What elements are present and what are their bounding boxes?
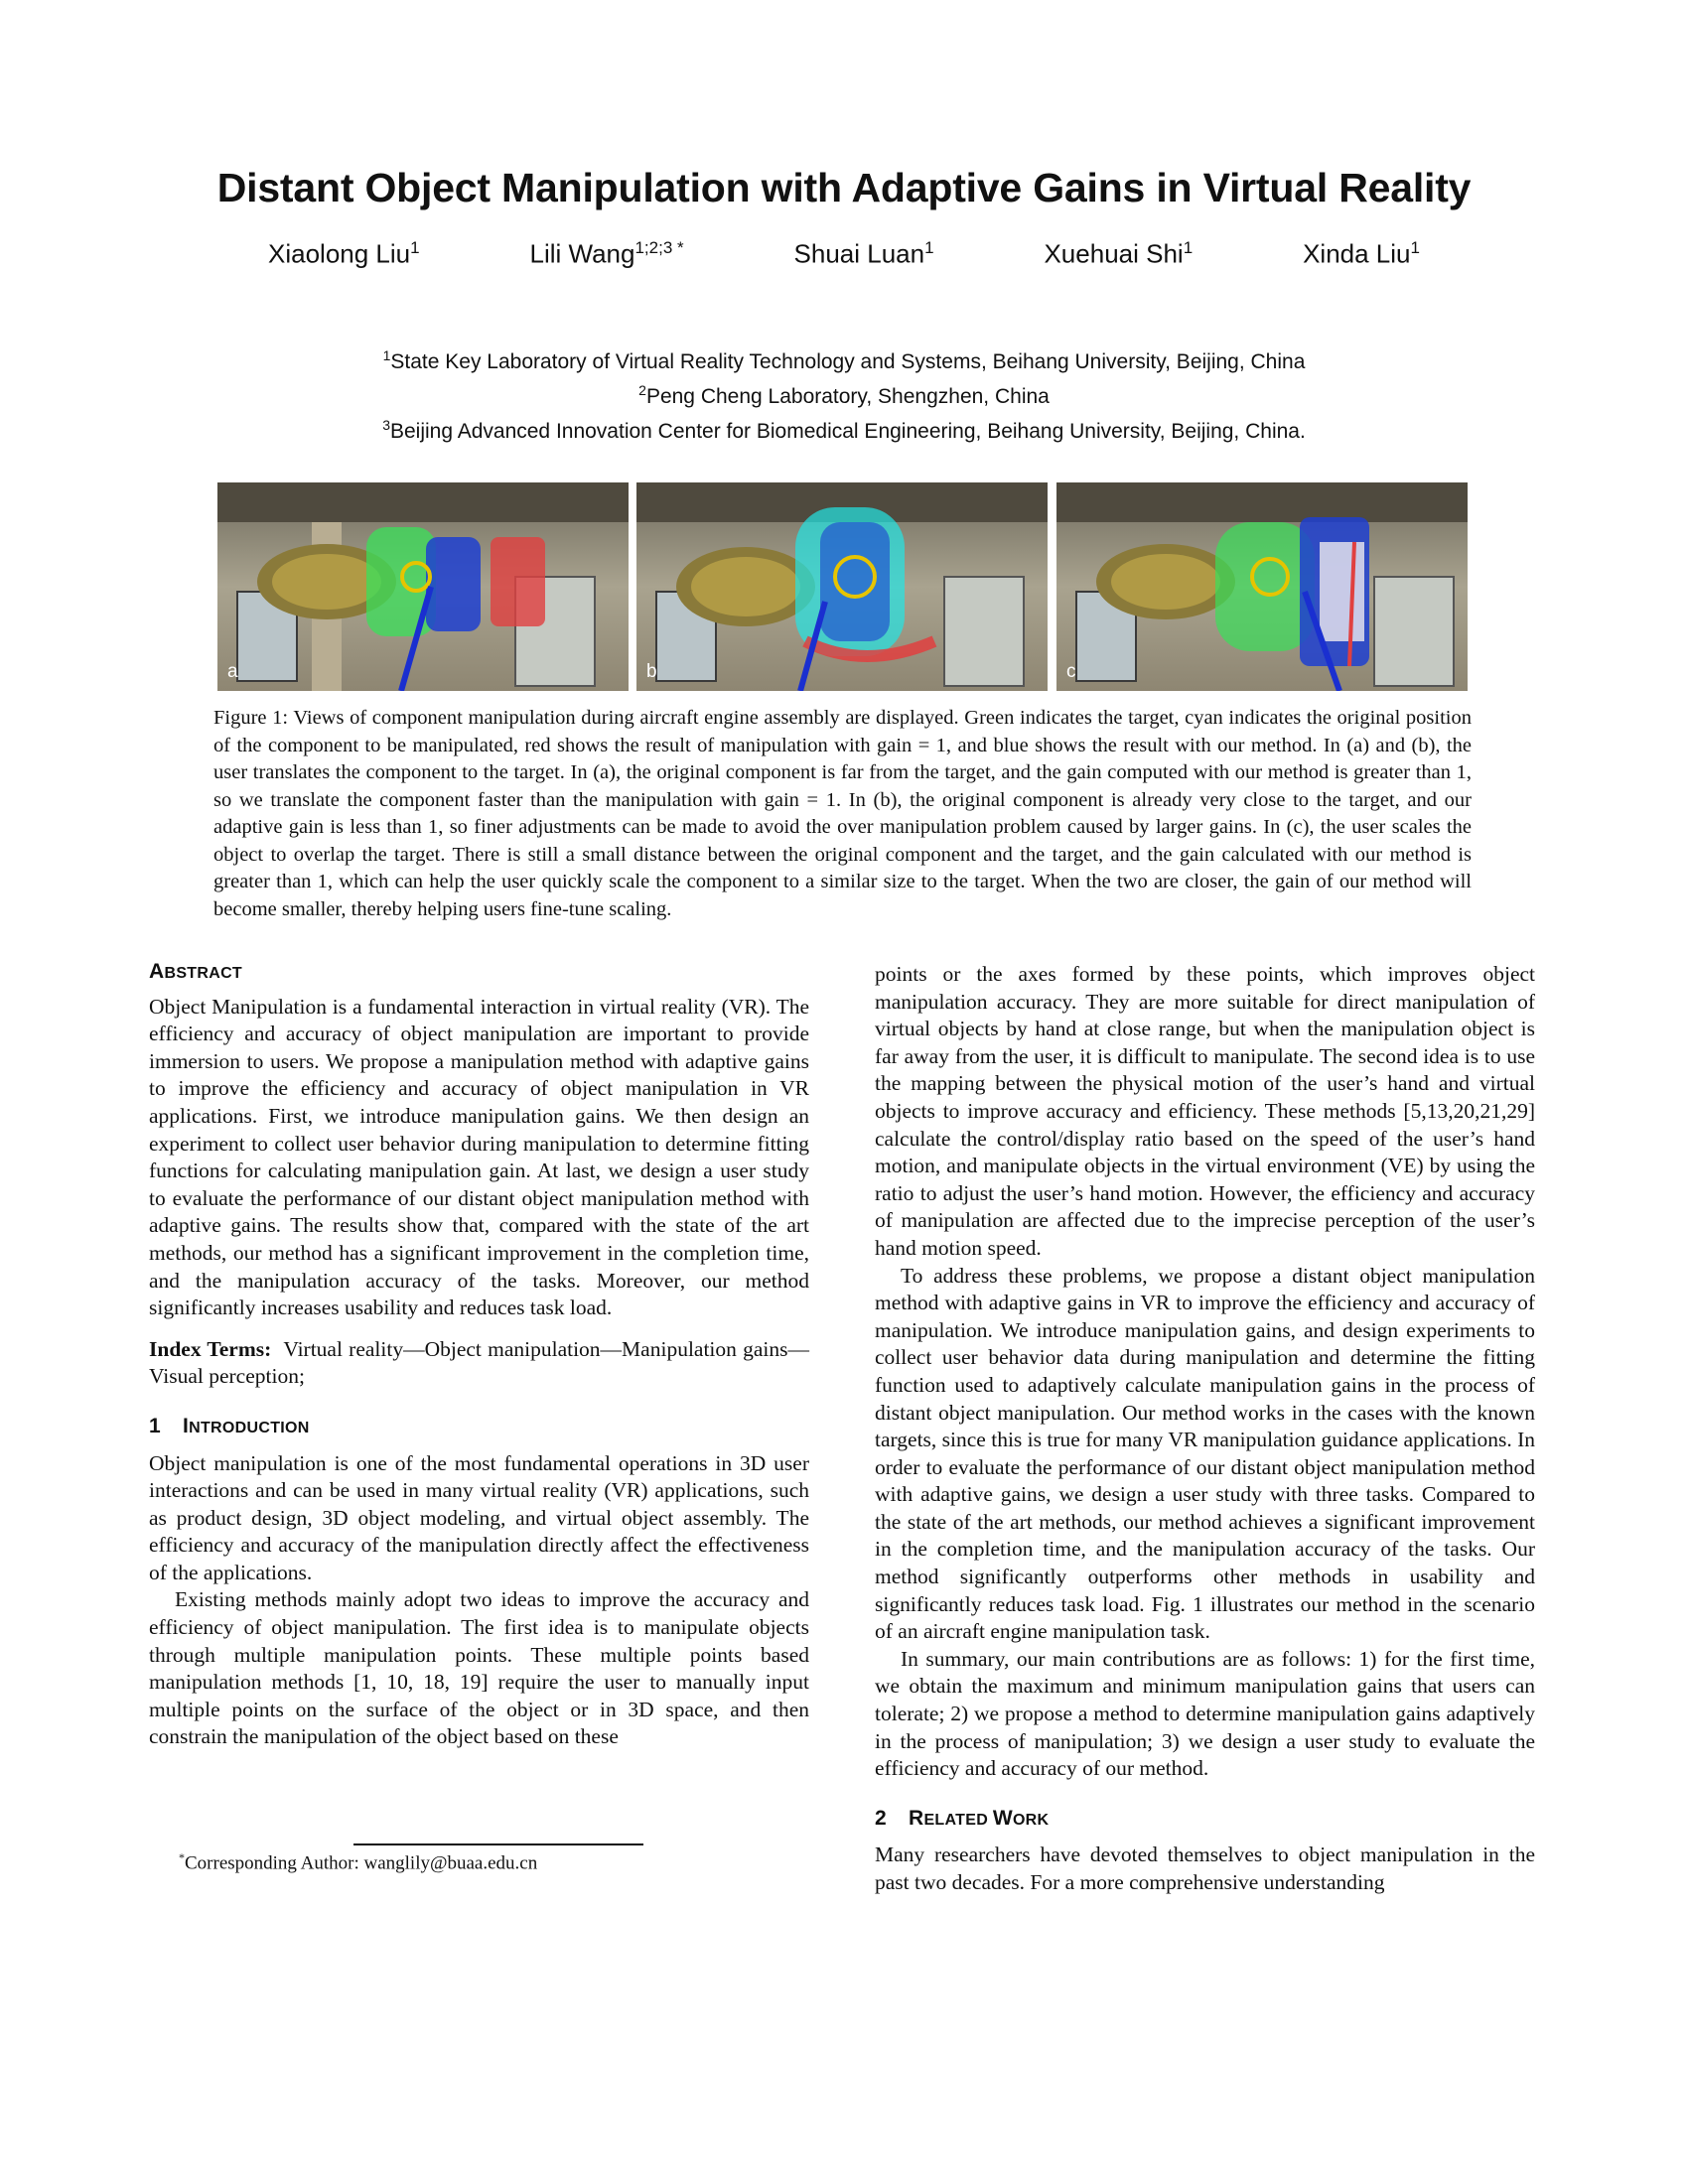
figure-panel-b <box>636 482 1048 691</box>
related-work-heading: 2 RELATED WORK <box>875 1806 1050 1830</box>
author: Lili Wang$^{1;2;3 *}$ <box>529 238 684 269</box>
author: Shuai Luan$^1$ <box>793 238 934 269</box>
footnote: *Corresponding Author: wanglily@buaa.edu.cn <box>179 1850 538 1874</box>
footnote-rule <box>353 1843 643 1845</box>
intro-paragraph: To address these problems, we propose a distant object manipulation method with adaptive gains in VR to improve the efficiency and accuracy of manipulation. We introduce manipulation gains, and design experiments to collect user behavior data during manipulation and determine the fitting function used to adaptively calculate manipulation gains in the process of distant object manipulation. Our method works in the cases with the known targets, since this is true for many VR manipulation guidance applications. In order to evaluate the performance of our distant object manipulation method with adaptive gains, we design a user study with three tasks. Compared to the state of the art methods, our method achieves a significant improvement in the completion time, and the manipulation accuracy of the tasks. Our method significantly outperforms other methods in usability and significantly reduces task load. Fig. 1 illustrates our method in the scenario of an aircraft engine manipulation task. <box>875 1263 1535 1644</box>
right-column <box>875 961 1535 1897</box>
related-paragraph: Many researchers have devoted themselves to object manipulation in the past two decades. For a more comprehensive understanding <box>875 1843 1535 1894</box>
author: Xinda Liu$^1$ <box>1303 238 1420 269</box>
author: Xiaolong Liu$^1$ <box>268 238 420 269</box>
figure-panel-c <box>1056 482 1468 691</box>
intro-paragraph: points or the axes formed by these points, which improves object manipulation accuracy. They are more suitable for direct manipulation of virtual objects by hand at close range, but when the manipulation object is far away from the user, it is difficult to manipulate. The second idea is to use the mapping between the physical motion of the user’s hand and virtual objects to improve accuracy and efficiency. These methods [5,13,20,21,29] calculate the control/display ratio based on the speed of the user’s hand motion, and manipulate objects in the virtual environment (VE) by using the ratio to adjust the user’s hand motion. However, the efficiency and accuracy of manipulation are affected due to the imprecise perception of the user’s hand motion speed. <box>875 962 1535 1260</box>
panel-label: c <box>1066 661 1076 682</box>
index-terms: Index Terms: Virtual reality—Object manipulation—Manipulation gains—Visual perception; <box>149 1336 809 1389</box>
intro-paragraph: Object manipulation is one of the most fundamental operations in 3D user interactions and can be used in many virtual reality (VR) applications, such as product design, 3D object modeling, and virtual object assembly. The efficiency and accuracy of the manipulation directly affect the effectiveness of the applications. <box>149 1450 809 1584</box>
abstract-heading: ABSTRACT <box>149 960 243 983</box>
author-list <box>268 238 1420 270</box>
intro-paragraph: Existing methods mainly adopt two ideas to improve the accuracy and efficiency of object manipulation. The first idea is to manipulate objects through multiple manipulation points. These multiple points based manipulation methods [1, 10, 18, 19] require the user to manually input multiple points on the surface of the object or in 3D space, and then constrain the manipulation of the object based on these <box>149 1587 809 1749</box>
left-column <box>149 958 809 1751</box>
affiliation: $^1$State Key Laboratory of Virtual Reality Technology and Systems, Beihang University, Beijing, China <box>382 347 1306 373</box>
affiliation: $^3$Beijing Advanced Innovation Center for Biomedical Engineering, Beihang University, Beijing, China. <box>382 417 1306 443</box>
panel-label: a <box>227 661 238 682</box>
panel-label: b <box>646 661 657 682</box>
affiliations <box>0 341 1688 446</box>
figure-panel-a <box>217 482 629 691</box>
paper-title: Distant Object Manipulation with Adaptive Gains in Virtual Reality <box>216 165 1472 210</box>
intro-paragraph: In summary, our main contributions are as follows: 1) for the first time, we obtain the maximum and minimum manipulation gains that users can tolerate; 2) we propose a method to determine manipulation gains adaptively in the process of manipulation; 3) we design a user study to evaluate the efficiency and accuracy of our method. <box>875 1646 1535 1781</box>
figure-1 <box>217 482 1468 691</box>
abstract-text: Object Manipulation is a fundamental interaction in virtual reality (VR). The efficiency and accuracy of object manipulation are important to provide immersion to users. We propose a manipulation method with adaptive gains to improve the efficiency and accuracy of object manipulation in VR applications. First, we introduce manipulation gains. We then design an experiment to collect user behavior during manipulation to determine fitting functions for calculating manipulation gain. At last, we design a user study to evaluate the performance of our distant object manipulation method with adaptive gains. The results show that, compared with the state of the art methods, our method has a significant improvement in the completion time, and the manipulation accuracy of the tasks. Moreover, our method significantly increases usability and reduces task load. <box>149 994 809 1320</box>
figure-caption: Figure 1: Views of component manipulation during aircraft engine assembly are displayed. Green indicates the target, cyan indicates the original position of the component to be manipulated, red shows the result of manipulation with gain = 1, and blue shows the result with our method. In (a) and (b), the user translates the component to the target. In (a), the original component is far from the target, and the gain computed with our method is greater than 1, so we translate the component faster than the manipulation with gain = 1. In (b), the original component is already very close to the target, and our adaptive gain is less than 1, so finer adjustments can be made to avoid the over manipulation problem caused by larger gains. In (c), the user scales the object to overlap the target. There is still a small distance between the original component and the target, and the gain calculated with our method is greater than 1, which can help the user quickly scale the component to a similar size to the target. When the two are closer, the gain of our method will become smaller, thereby helping users fine-tune scaling. <box>213 707 1472 920</box>
introduction-heading: 1 INTRODUCTION <box>149 1414 310 1437</box>
author: Xuehuai Shi$^1$ <box>1044 238 1194 269</box>
affiliation: $^2$Peng Cheng Laboratory, Shengzhen, China <box>638 382 1050 408</box>
